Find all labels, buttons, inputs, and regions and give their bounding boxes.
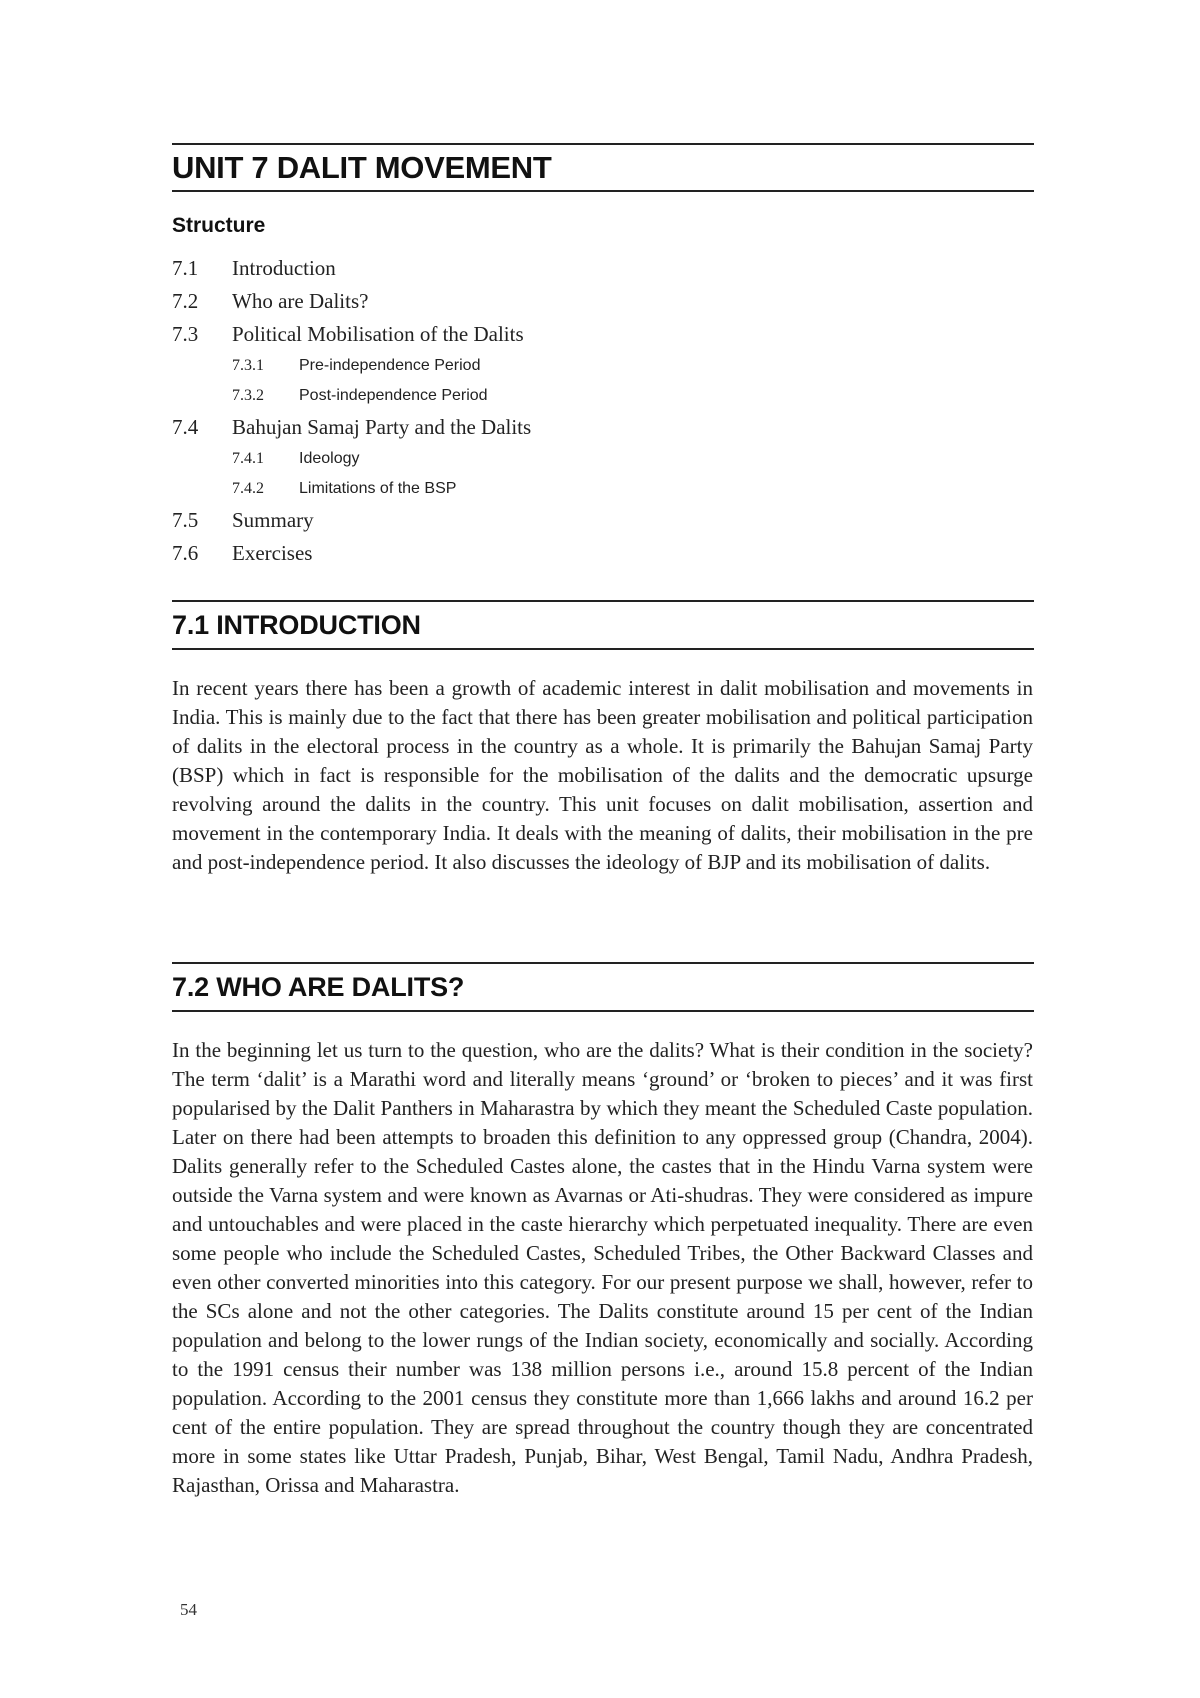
section-1-top-rule — [172, 600, 1034, 602]
toc-subitem-number: 7.3.1 — [232, 357, 264, 374]
toc-subitem-label: Limitations of the BSP — [299, 480, 457, 497]
page-number: 54 — [180, 1600, 197, 1619]
toc-subitem[interactable] — [172, 444, 1032, 474]
toc-item-number: 7.3 — [172, 322, 199, 346]
section-2-bottom-rule — [172, 1010, 1034, 1012]
toc-item-number: 7.6 — [172, 541, 199, 565]
toc-item-label: Exercises — [232, 541, 313, 565]
toc-subitem[interactable] — [172, 351, 1032, 381]
toc-item-label: Political Mobilisation of the Dalits — [232, 322, 524, 346]
section-2-title: 7.2 WHO ARE DALITS? — [172, 972, 465, 1002]
toc-item-number: 7.4 — [172, 415, 199, 439]
toc-item[interactable] — [172, 537, 1032, 570]
toc-item[interactable] — [172, 504, 1032, 537]
toc-item[interactable] — [172, 252, 1032, 285]
top-rule — [172, 143, 1034, 145]
section-1-title: 7.1 INTRODUCTION — [172, 610, 421, 640]
toc-item[interactable] — [172, 411, 1032, 444]
section-1-body: In recent years there has been a growth of academic interest in dalit mobilisation and movements in India. This is mainly due to the fact that there has been greater mobilisation and political participation of dalits in the electoral process in the country as a whole. It is primarily the Bahujan Samaj Party (BSP) which in fact is responsible for the mobilisation of the dalits and the democratic upsurge revolving around the dalits in the country. This unit focuses on dalit mobilisation, assertion and movement in the contemporary India. It deals with the meaning of dalits, their mobilisation in the pre and post-independence period. It also discusses the ideology of BJP and its mobilisation of dalits. — [172, 676, 1033, 874]
toc-item-label: Who are Dalits? — [232, 289, 369, 313]
unit-title-rule — [172, 190, 1034, 192]
toc-item-label: Bahujan Samaj Party and the Dalits — [232, 415, 532, 439]
toc-item-label: Summary — [232, 508, 314, 532]
structure-heading: Structure — [172, 214, 266, 237]
toc-subitem[interactable] — [172, 474, 1032, 504]
toc-subitem-label: Post-independence Period — [299, 387, 488, 404]
toc-item[interactable] — [172, 285, 1032, 318]
toc-item-number: 7.1 — [172, 256, 199, 280]
section-1-bottom-rule — [172, 648, 1034, 650]
toc-subitem-number: 7.4.1 — [232, 450, 264, 467]
toc-subitem-number: 7.4.2 — [232, 480, 264, 497]
toc-subitem-number: 7.3.2 — [232, 387, 264, 404]
unit-title: UNIT 7 DALIT MOVEMENT — [172, 150, 552, 185]
section-2-top-rule — [172, 962, 1034, 964]
table-of-contents — [172, 252, 1032, 570]
toc-subitem-label: Pre-independence Period — [299, 357, 481, 374]
toc-item-number: 7.2 — [172, 289, 199, 313]
toc-subitem[interactable] — [172, 381, 1032, 411]
toc-subitem-label: Ideology — [299, 450, 360, 467]
toc-item-label: Introduction — [232, 256, 336, 280]
section-2-body: In the beginning let us turn to the question, who are the dalits? What is their condition in the society? The term ‘dalit’ is a Marathi word and literally means ‘ground’ or ‘broken to pieces’ and it was first popularised by the Dalit Panthers in Maharastra by which they meant the Scheduled Caste population. Later on there had been attempts to broaden this definition to any oppressed group (Chandra, 2004). Dalits generally refer to the Scheduled Castes alone, the castes that in the Hindu Varna system were outside the Varna system and were known as Avarnas or Ati-shudras. They were considered as impure and untouchables and were placed in the caste hierarchy which perpetuated inequality. There are even some people who include the Scheduled Castes, Scheduled Tribes, the Other Backward Classes and even other converted minorities into this category. For our present purpose we shall, however, refer to the SCs alone and not the other categories. The Dalits constitute around 15 per cent of the Indian population and belong to the lower rungs of the Indian society, economically and socially. According to the 1991 census their number was 138 million persons i.e., around 15.8 percent of the Indian population. According to the 2001 census they constitute more than 1,666 lakhs and around 16.2 per cent of the entire population. They are spread throughout the country though they are concentrated more in some states like Uttar Pradesh, Punjab, Bihar, West Bengal, Tamil Nadu, Andhra Pradesh, Rajasthan, Orissa and Maharastra. — [172, 1038, 1033, 1497]
toc-item-number: 7.5 — [172, 508, 199, 532]
toc-item[interactable] — [172, 318, 1032, 351]
